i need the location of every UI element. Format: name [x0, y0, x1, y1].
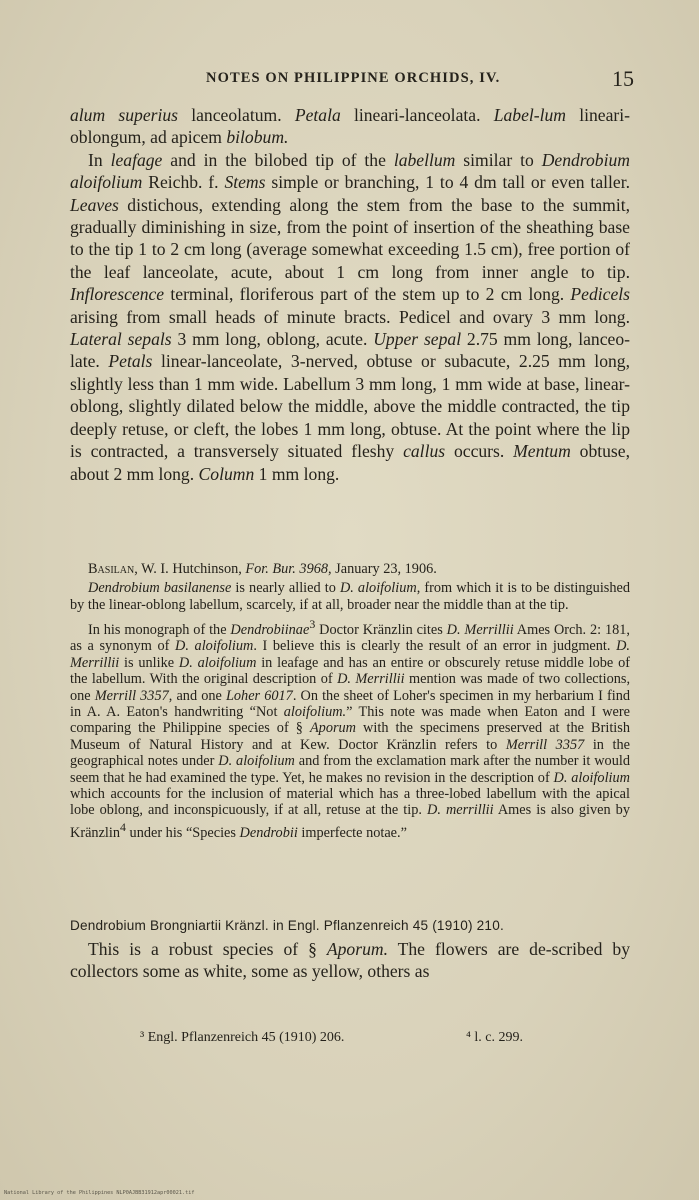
specimen-citation: Basilan, W. I. Hutchinson, For. Bur. 3968, January 23, 1906. — [88, 561, 437, 577]
footnote-ref-3: 3 — [309, 617, 316, 632]
brongniartii-text — [70, 938, 630, 983]
species-heading: Dendrobium Brongniartii Kränzl. in Engl. Pflanzenreich 45 (1910) 210. — [70, 918, 504, 933]
scan-footer: National Library of the Philippines NLP0AJBB31912apr00021.tif — [4, 1190, 195, 1196]
latin-description-end: alum superius lanceolatum. Petala lineari-lanceolata. Label-lum lineari-oblongum, ad apicem bilobum. — [70, 105, 631, 148]
page-header — [0, 66, 699, 106]
affinity-note: Dendrobium basilanense is nearly allied to D. aloifolium, from which it is to be distinguished by the linear-oblong labellum, scarcely, if at all, broader near the middle than at the tip. — [70, 580, 630, 613]
main-text — [70, 104, 630, 485]
footnote-3: ³ Engl. Pflanzenreich 45 (1910) 206. — [140, 1030, 345, 1045]
footnote-4: ⁴ l. c. 299. — [466, 1030, 523, 1045]
notes-small-text — [70, 561, 630, 844]
running-title: NOTES ON PHILIPPINE ORCHIDS, IV. — [206, 70, 501, 86]
page-number: 15 — [612, 66, 634, 91]
monograph-note: In his monograph of the Dendrobiinae$^3$ Doctor Kränzlin cites D. Merrillii Ames Orch. 2: 181, as a synonym of D. aloifolium. I believe this is clearly the result of an error in judgment. D. Merrillii is unlike D. aloifolium in leafage and has an entire or obscurely retuse middle lobe of the labellum. With the original description of D. Merrillii mention was made of two collections, one Merrill 3357, and one Loher 6017. On the sheet of Loher's specimen in my herbarium I find in A. A. Eaton's handwriting “Not aloifolium.” This note was made when Eaton and I were comparing the Philippine species of § Aporum with the specimens preserved at the British Museum of Natural History and at Kew. Doctor Kränzlin refers to Merrill 3357 in the geographical notes under D. aloifolium and from the exclamation mark after the number it would seem that he had examined the type. Yet, he makes no revision in the description of D. aloifolium which accounts for the inclusion of material which has a three-lobed labellum with the apical lobe oblong, and inconspicuously, if at all, retuse at the tip. D. merrillii Ames is also given by Kränzlin$^4$ under his “Species Dendrobii imperfecte notae.” — [70, 617, 631, 841]
english-description: In leafage and in the bilobed tip of the labellum similar to Dendrobium aloifolium Reichb. f. Stems simple or branching, 1 to 4 dm tall or even taller. Leaves distichous, extending along the stem from the base to the summit, gradually diminishing in size, from the point of insertion of the sheathing base to the tip 1 to 2 cm long (average somewhat exceeding 1.5 cm), free portion of the leaf lanceolate, acute, about 1 cm long from inner angle to tip. Inflorescence terminal, floriferous part of the stem up to 2 cm long. Pedicels arising from small heads of minute bracts. Pedicel and ovary 3 mm long. Lateral sepals 3 mm long, oblong, acute. Upper sepal 2.75 mm long, lanceo-late. Petals linear-lanceolate, 3-nerved, obtuse or subacute, 2.25 mm long, slightly less than 1 mm wide. Labellum 3 mm long, 1 mm wide at base, linear-oblong, slightly dilated below the middle, above the middle contracted, the tip deeply retuse, or cleft, the lobes 1 mm long, obtuse. At the point where the lip is contracted, a transversely situated fleshy callus occurs. Mentum obtuse, about 2 mm long. Column 1 mm long. — [70, 149, 630, 484]
brongniartii-description: This is a robust species of § Aporum. The flowers are de-scribed by collectors some as white, some as yellow, others as — [70, 939, 630, 982]
footnote-ref-4: 4 — [120, 819, 126, 834]
